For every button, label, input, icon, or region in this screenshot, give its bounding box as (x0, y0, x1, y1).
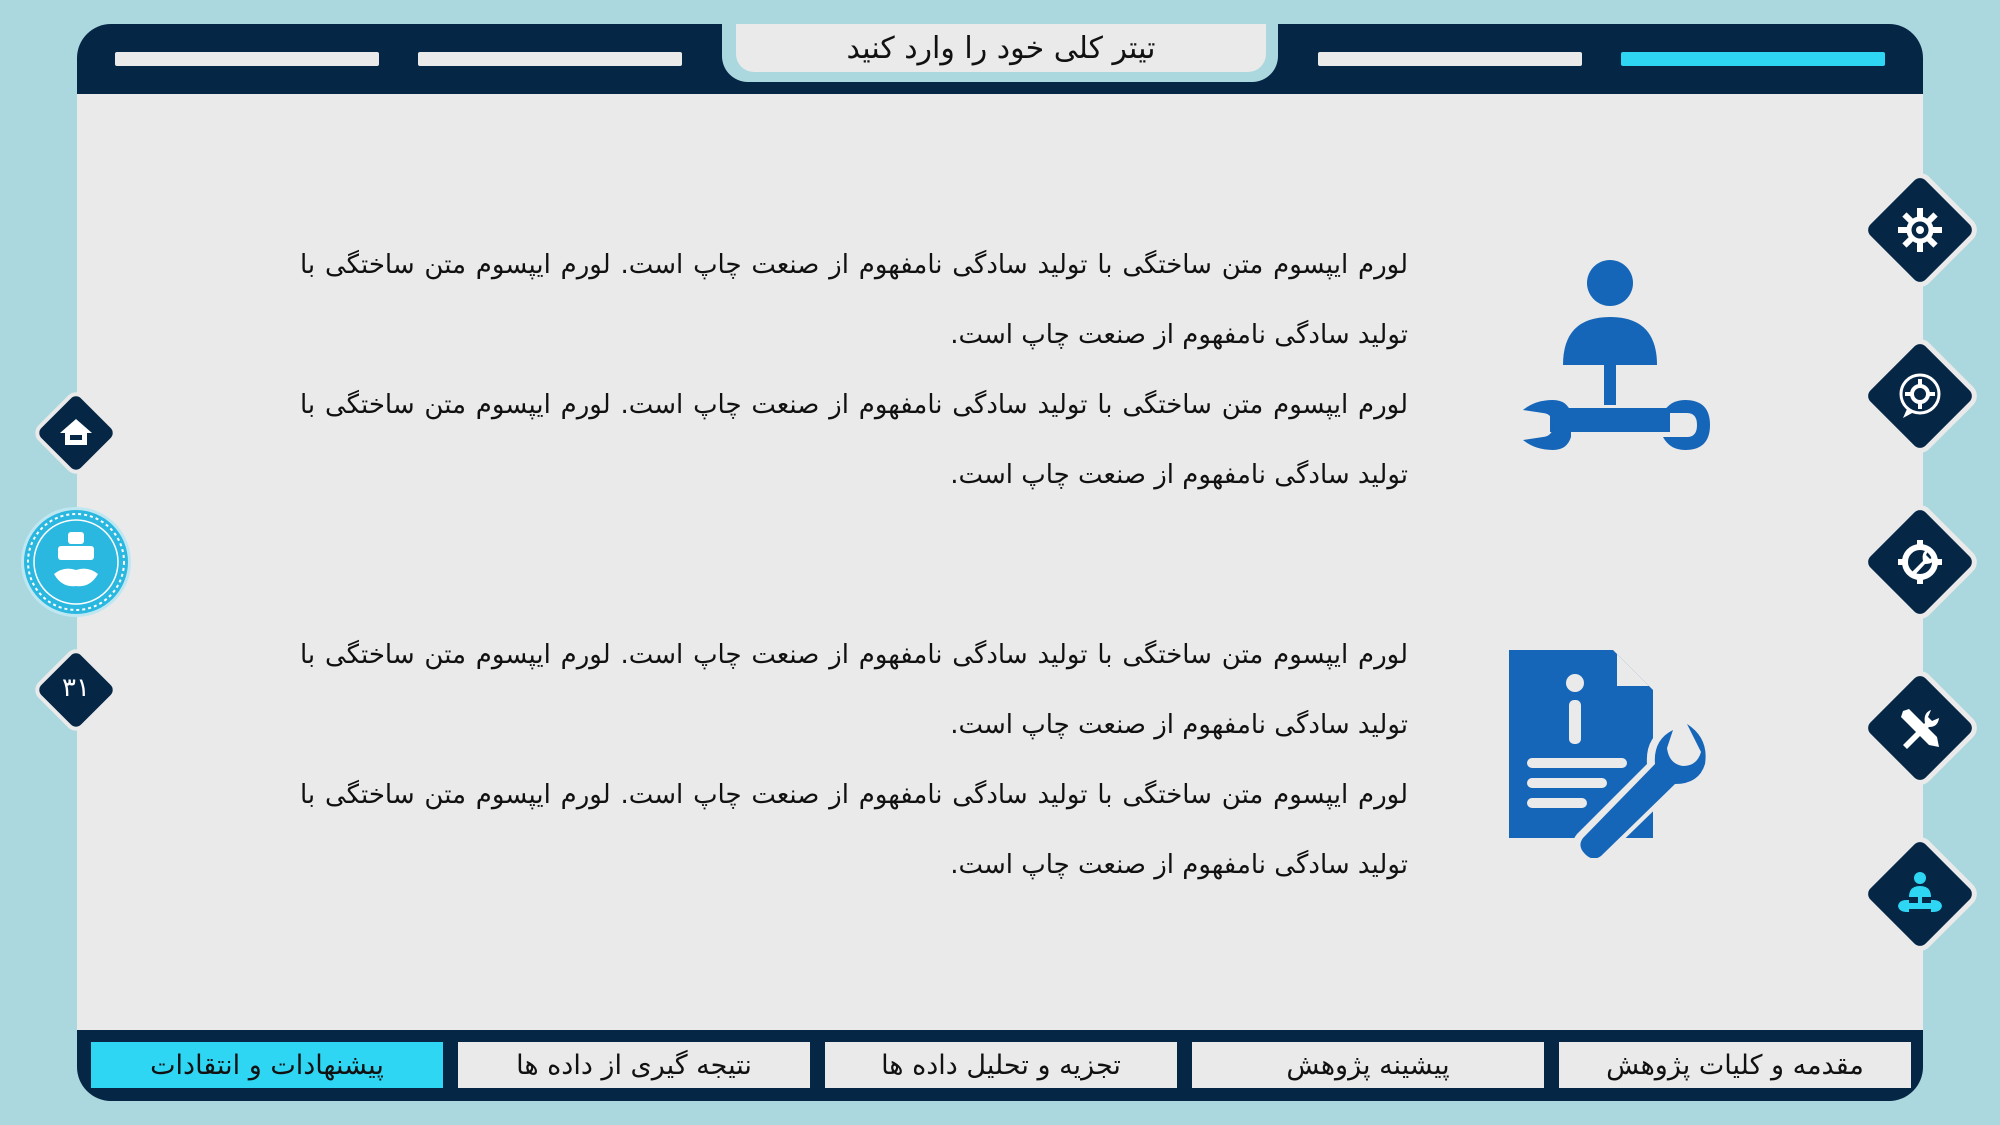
nav-tab-conclusion[interactable]: نتیجه گیری از داده ها (458, 1042, 810, 1088)
gear-chat-icon (1890, 366, 1950, 426)
section-2-paragraph-1: لورم ایپسوم متن ساختگی با تولید سادگی نامفهوم از صنعت چاپ است. لورم ایپسوم متن ساختگی با تولید سادگی نامفهوم از صنعت چاپ است. (300, 640, 1408, 740)
section-1-text (300, 230, 1408, 510)
section-1-paragraph-1: لورم ایپسوم متن ساختگی با تولید سادگی نامفهوم از صنعت چاپ است. لورم ایپسوم متن ساختگی با تولید سادگی نامفهوم از صنعت چاپ است. (300, 250, 1408, 350)
user-wrench-icon (1505, 255, 1715, 465)
tools-icon (1890, 698, 1950, 758)
nav-tab-analysis[interactable]: تجزیه و تحلیل داده ها (825, 1042, 1177, 1088)
gear-wrench-icon (1890, 532, 1950, 592)
top-progress-bar-1 (115, 52, 379, 66)
top-progress-bar-4-active (1621, 52, 1885, 66)
home-icon (56, 413, 96, 453)
page-number: ۳۱ (62, 673, 90, 703)
nav-tab-introduction[interactable]: مقدمه و کلیات پژوهش (1559, 1042, 1911, 1088)
gear-icon (1890, 200, 1950, 260)
nav-tab-literature[interactable]: پیشینه پژوهش (1192, 1042, 1544, 1088)
nav-tab-suggestions[interactable]: پیشنهادات و انتقادات (91, 1042, 443, 1088)
document-wrench-icon (1505, 648, 1715, 858)
university-logo (24, 510, 128, 614)
top-progress-bar-3 (1318, 52, 1582, 66)
page-title: تیتر کلی خود را وارد کنید (736, 24, 1266, 72)
section-2-text (300, 620, 1408, 900)
section-1-paragraph-2: لورم ایپسوم متن ساختگی با تولید سادگی نامفهوم از صنعت چاپ است. لورم ایپسوم متن ساختگی با تولید سادگی نامفهوم از صنعت چاپ است. (300, 390, 1408, 490)
section-2-paragraph-2: لورم ایپسوم متن ساختگی با تولید سادگی نامفهوم از صنعت چاپ است. لورم ایپسوم متن ساختگی با تولید سادگی نامفهوم از صنعت چاپ است. (300, 780, 1408, 880)
top-progress-bar-2 (418, 52, 682, 66)
user-wrench-icon (1890, 864, 1950, 924)
